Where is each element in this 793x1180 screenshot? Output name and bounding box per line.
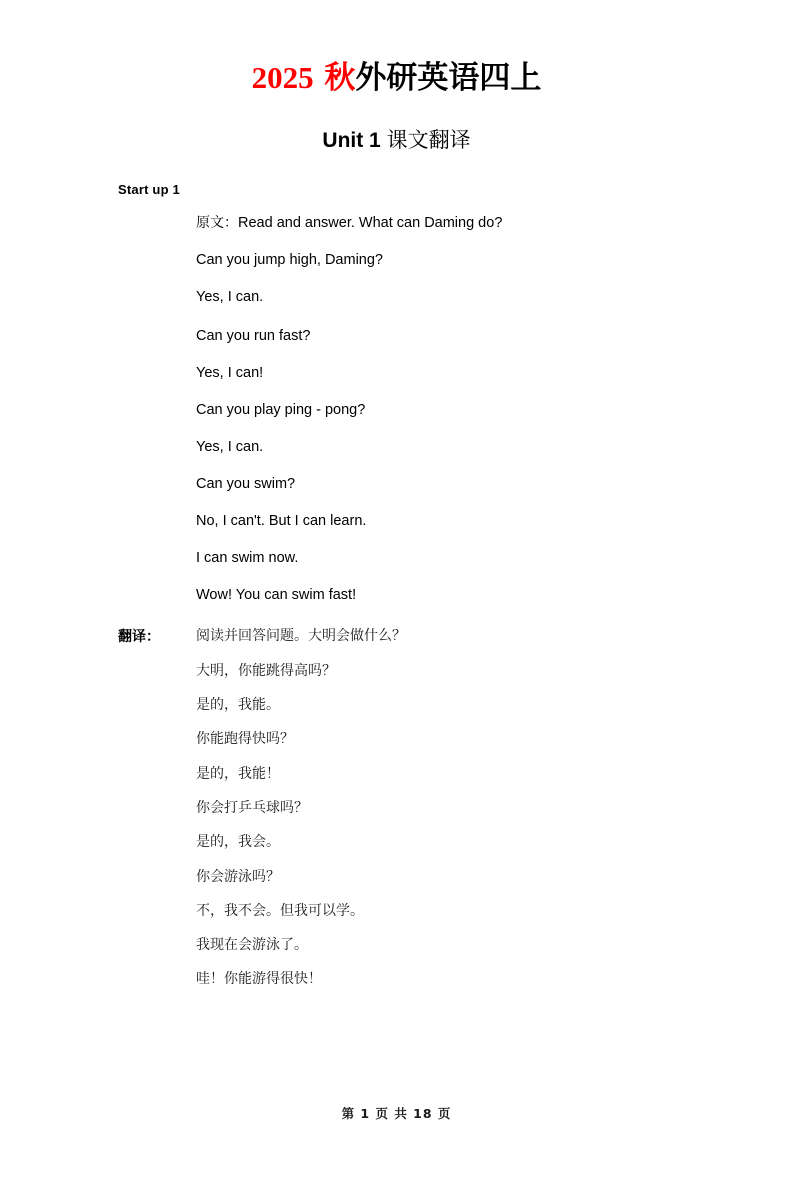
- title-rest: 外研英语四上: [355, 60, 542, 96]
- translation-line: 你会打乒乓球吗？: [196, 799, 308, 816]
- original-lead-label: 原文：: [196, 215, 238, 232]
- translation-line: 你会游泳吗？: [196, 868, 280, 885]
- translation-line: 大明，你能跳得高吗？: [196, 662, 336, 679]
- translation-label: 翻译：: [118, 629, 160, 646]
- page-title: [0, 58, 793, 98]
- translation-line: 你能跑得快吗？: [196, 731, 294, 748]
- original-line: Wow! You can swim fast!: [196, 587, 357, 604]
- original-first-line-text: Read and answer. What can Daming do?: [238, 215, 503, 232]
- original-line: Can you swim?: [196, 476, 296, 493]
- original-text-block: [0, 213, 793, 606]
- page-footer: 第 1 页 共 18 页: [341, 1106, 452, 1121]
- translation-line: 哇！你能游得很快！: [196, 971, 322, 988]
- translation-line: 是的，我会。: [196, 834, 280, 851]
- translation-line: 我现在会游泳了。: [196, 937, 308, 954]
- title-year: 2025: [251, 60, 314, 95]
- original-lines: [196, 213, 793, 606]
- original-line: I can swim now.: [196, 550, 299, 567]
- original-line: Yes, I can!: [196, 365, 264, 382]
- subtitle-cn: 课文翻译: [386, 128, 471, 153]
- translation-block: [0, 626, 793, 989]
- translation-line: 阅读并回答问题。大明会做什么？: [196, 628, 406, 645]
- original-line: Can you jump high, Daming?: [196, 252, 383, 269]
- section-label: Start up 1: [118, 182, 180, 198]
- original-line: Yes, I can.: [196, 289, 264, 306]
- translation-line: 不，我不会。但我可以学。: [196, 902, 364, 919]
- page-subtitle: [0, 124, 793, 154]
- translation-lines: [196, 626, 793, 989]
- document-page: [0, 58, 793, 1180]
- original-line: Can you run fast?: [196, 328, 311, 345]
- original-first-line: [196, 213, 793, 234]
- title-autumn: 秋: [324, 60, 356, 96]
- translation-line: 是的，我能。: [196, 697, 280, 714]
- original-line: Yes, I can.: [196, 439, 264, 456]
- original-line: Can you play ping - pong?: [196, 402, 366, 419]
- original-line: No, I can't. But I can learn.: [196, 513, 367, 530]
- translation-line: 是的，我能！: [196, 765, 280, 782]
- subtitle-unit: Unit 1: [322, 129, 381, 153]
